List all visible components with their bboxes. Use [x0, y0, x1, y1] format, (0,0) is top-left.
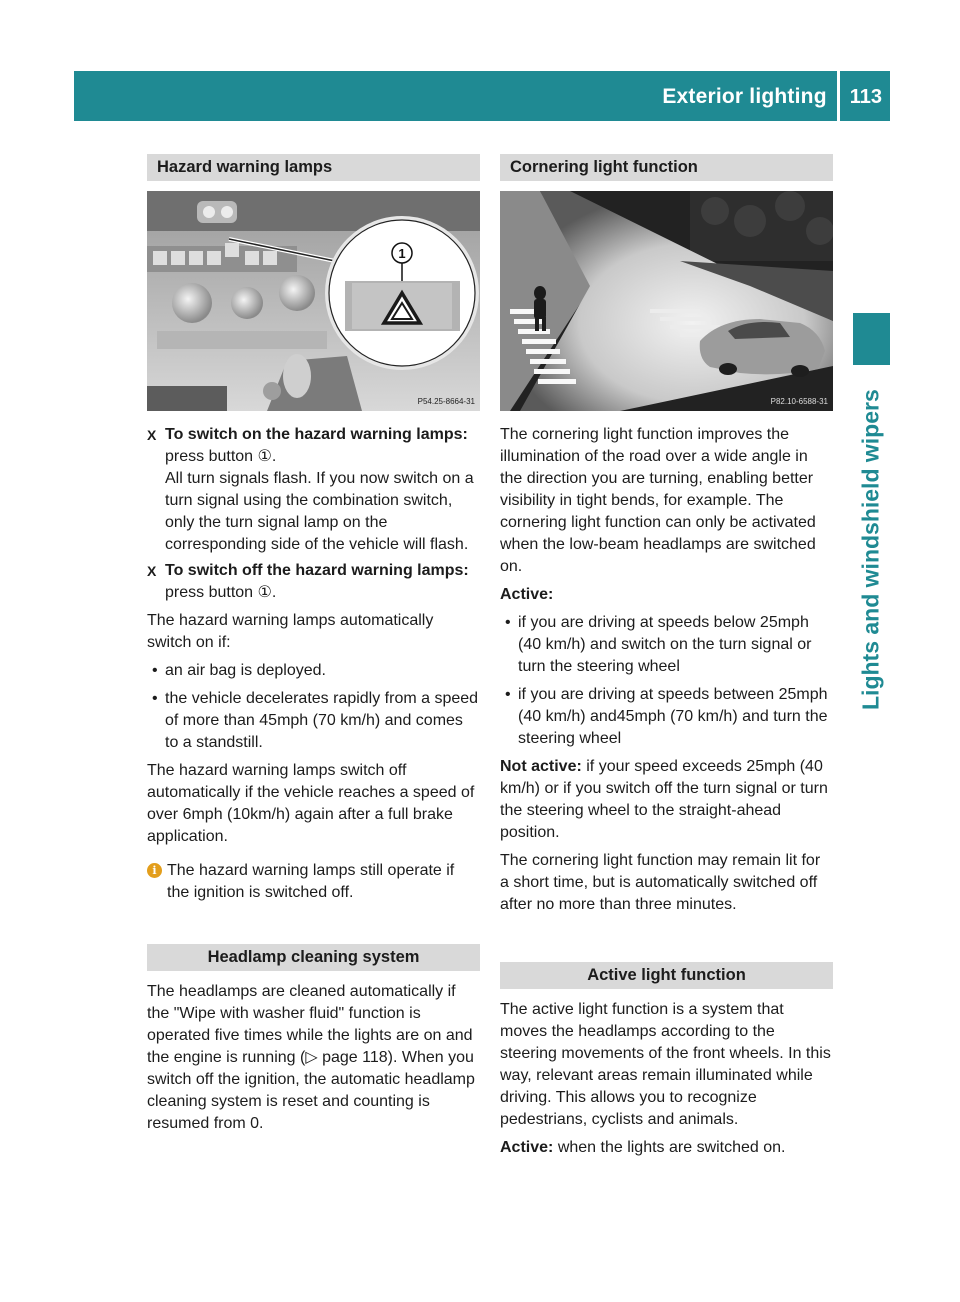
section-heading-cleaning: Headlamp cleaning system [147, 944, 480, 971]
figure-callout-number: 1 [398, 246, 406, 261]
active-label: Active: [500, 586, 554, 603]
auto-off-text: The hazard warning lamps switch off automatically if the vehicle reaches a speed of over 6mph (10km/h) again after a full brake application. [147, 762, 475, 845]
right-column [500, 154, 833, 1165]
running-header [74, 71, 890, 121]
step-switch-off [147, 560, 480, 604]
remain-lit-text: The cornering light function may remain lit for a short time, but is automatically switched off after no more than three minutes. [500, 852, 821, 913]
cornering-figure [500, 191, 833, 411]
hazard-switch-illustration [147, 191, 480, 411]
thumb-tab [853, 313, 890, 365]
cornering-intro: The cornering light function improves the illumination of the road over a wide angle in the direction you are turning, enabling better visibility in tight bends, for example. The cornering light function can only be activated when the low-beam headlamps are switched on. [500, 426, 816, 575]
section-heading-hazard: Hazard warning lamps [147, 154, 480, 181]
page-ref-arrow-icon: ▷ [305, 1049, 318, 1066]
step-switch-on-result: All turn signals flash. If you now switch on a turn signal using the combination switch, only the turn signal lamp on the corresponding side of the vehicle will flash. [165, 470, 474, 553]
cleaning-text: The headlamps are cleaned automatically if the "Wipe with washer fluid" function is operated five times while the lights are on and the engine is running (▷ page 118). When you switch off the ignition, the automatic headlamp cleaning system is reset and counting is resumed from 0. [147, 983, 475, 1132]
list-item: • if you are driving at speeds between 25mph (40 km/h) and45mph (70 km/h) and turn the steering wheel [505, 686, 828, 747]
page-reference-link[interactable]: page 118 [322, 1049, 388, 1066]
figure-code: P82.10-6588-31 [770, 397, 828, 406]
active-light-text: The active light function is a system that moves the headlamps according to the steering movements of the front wheels. In this way, relevant areas remain illuminated while driving. This allows you to recognize pedestrians, cyclists and animals. [500, 1001, 831, 1128]
section-heading-cornering: Cornering light function [500, 154, 833, 181]
info-note [147, 860, 480, 904]
active-light-when: Active: when the lights are switched on. [500, 1139, 786, 1156]
cornering-light-illustration [500, 191, 833, 411]
list-item: • if you are driving at speeds below 25mph (40 km/h) and switch on the turn signal or turn the steering wheel [505, 614, 812, 675]
step-switch-on [147, 424, 480, 556]
auto-on-intro: The hazard warning lamps automatically switch on if: [147, 612, 434, 651]
action-marker-icon: X [147, 563, 157, 579]
info-icon: i [147, 863, 162, 878]
action-marker-icon: X [147, 427, 157, 443]
hazard-figure [147, 191, 480, 411]
not-active-text: Not active: if your speed exceeds 25mph (40 km/h) or if you switch off the turn signal or turn the steering wheel to the straight-ahead position. [500, 758, 828, 841]
step-switch-off-title: To switch off the hazard warning lamps: [165, 562, 469, 579]
list-item: • an air bag is deployed. [152, 662, 326, 679]
step-switch-on-action: press button ①. [165, 448, 277, 465]
chapter-title: Exterior lighting [662, 85, 827, 108]
step-switch-on-title: To switch on the hazard warning lamps: [165, 426, 468, 443]
side-chapter-label: Lights and windshield wipers [857, 389, 884, 710]
info-note-text: The hazard warning lamps still operate if the ignition is switched off. [167, 862, 455, 901]
page-number: 113 [849, 86, 882, 108]
list-item: • the vehicle decelerates rapidly from a speed of more than 45mph (70 km/h) and comes to a standstill. [152, 690, 479, 751]
figure-code: P54.25-8664-31 [417, 397, 475, 406]
section-heading-active-light: Active light function [500, 962, 833, 989]
step-switch-off-action: press button ①. [165, 584, 277, 601]
left-column [147, 154, 480, 1141]
